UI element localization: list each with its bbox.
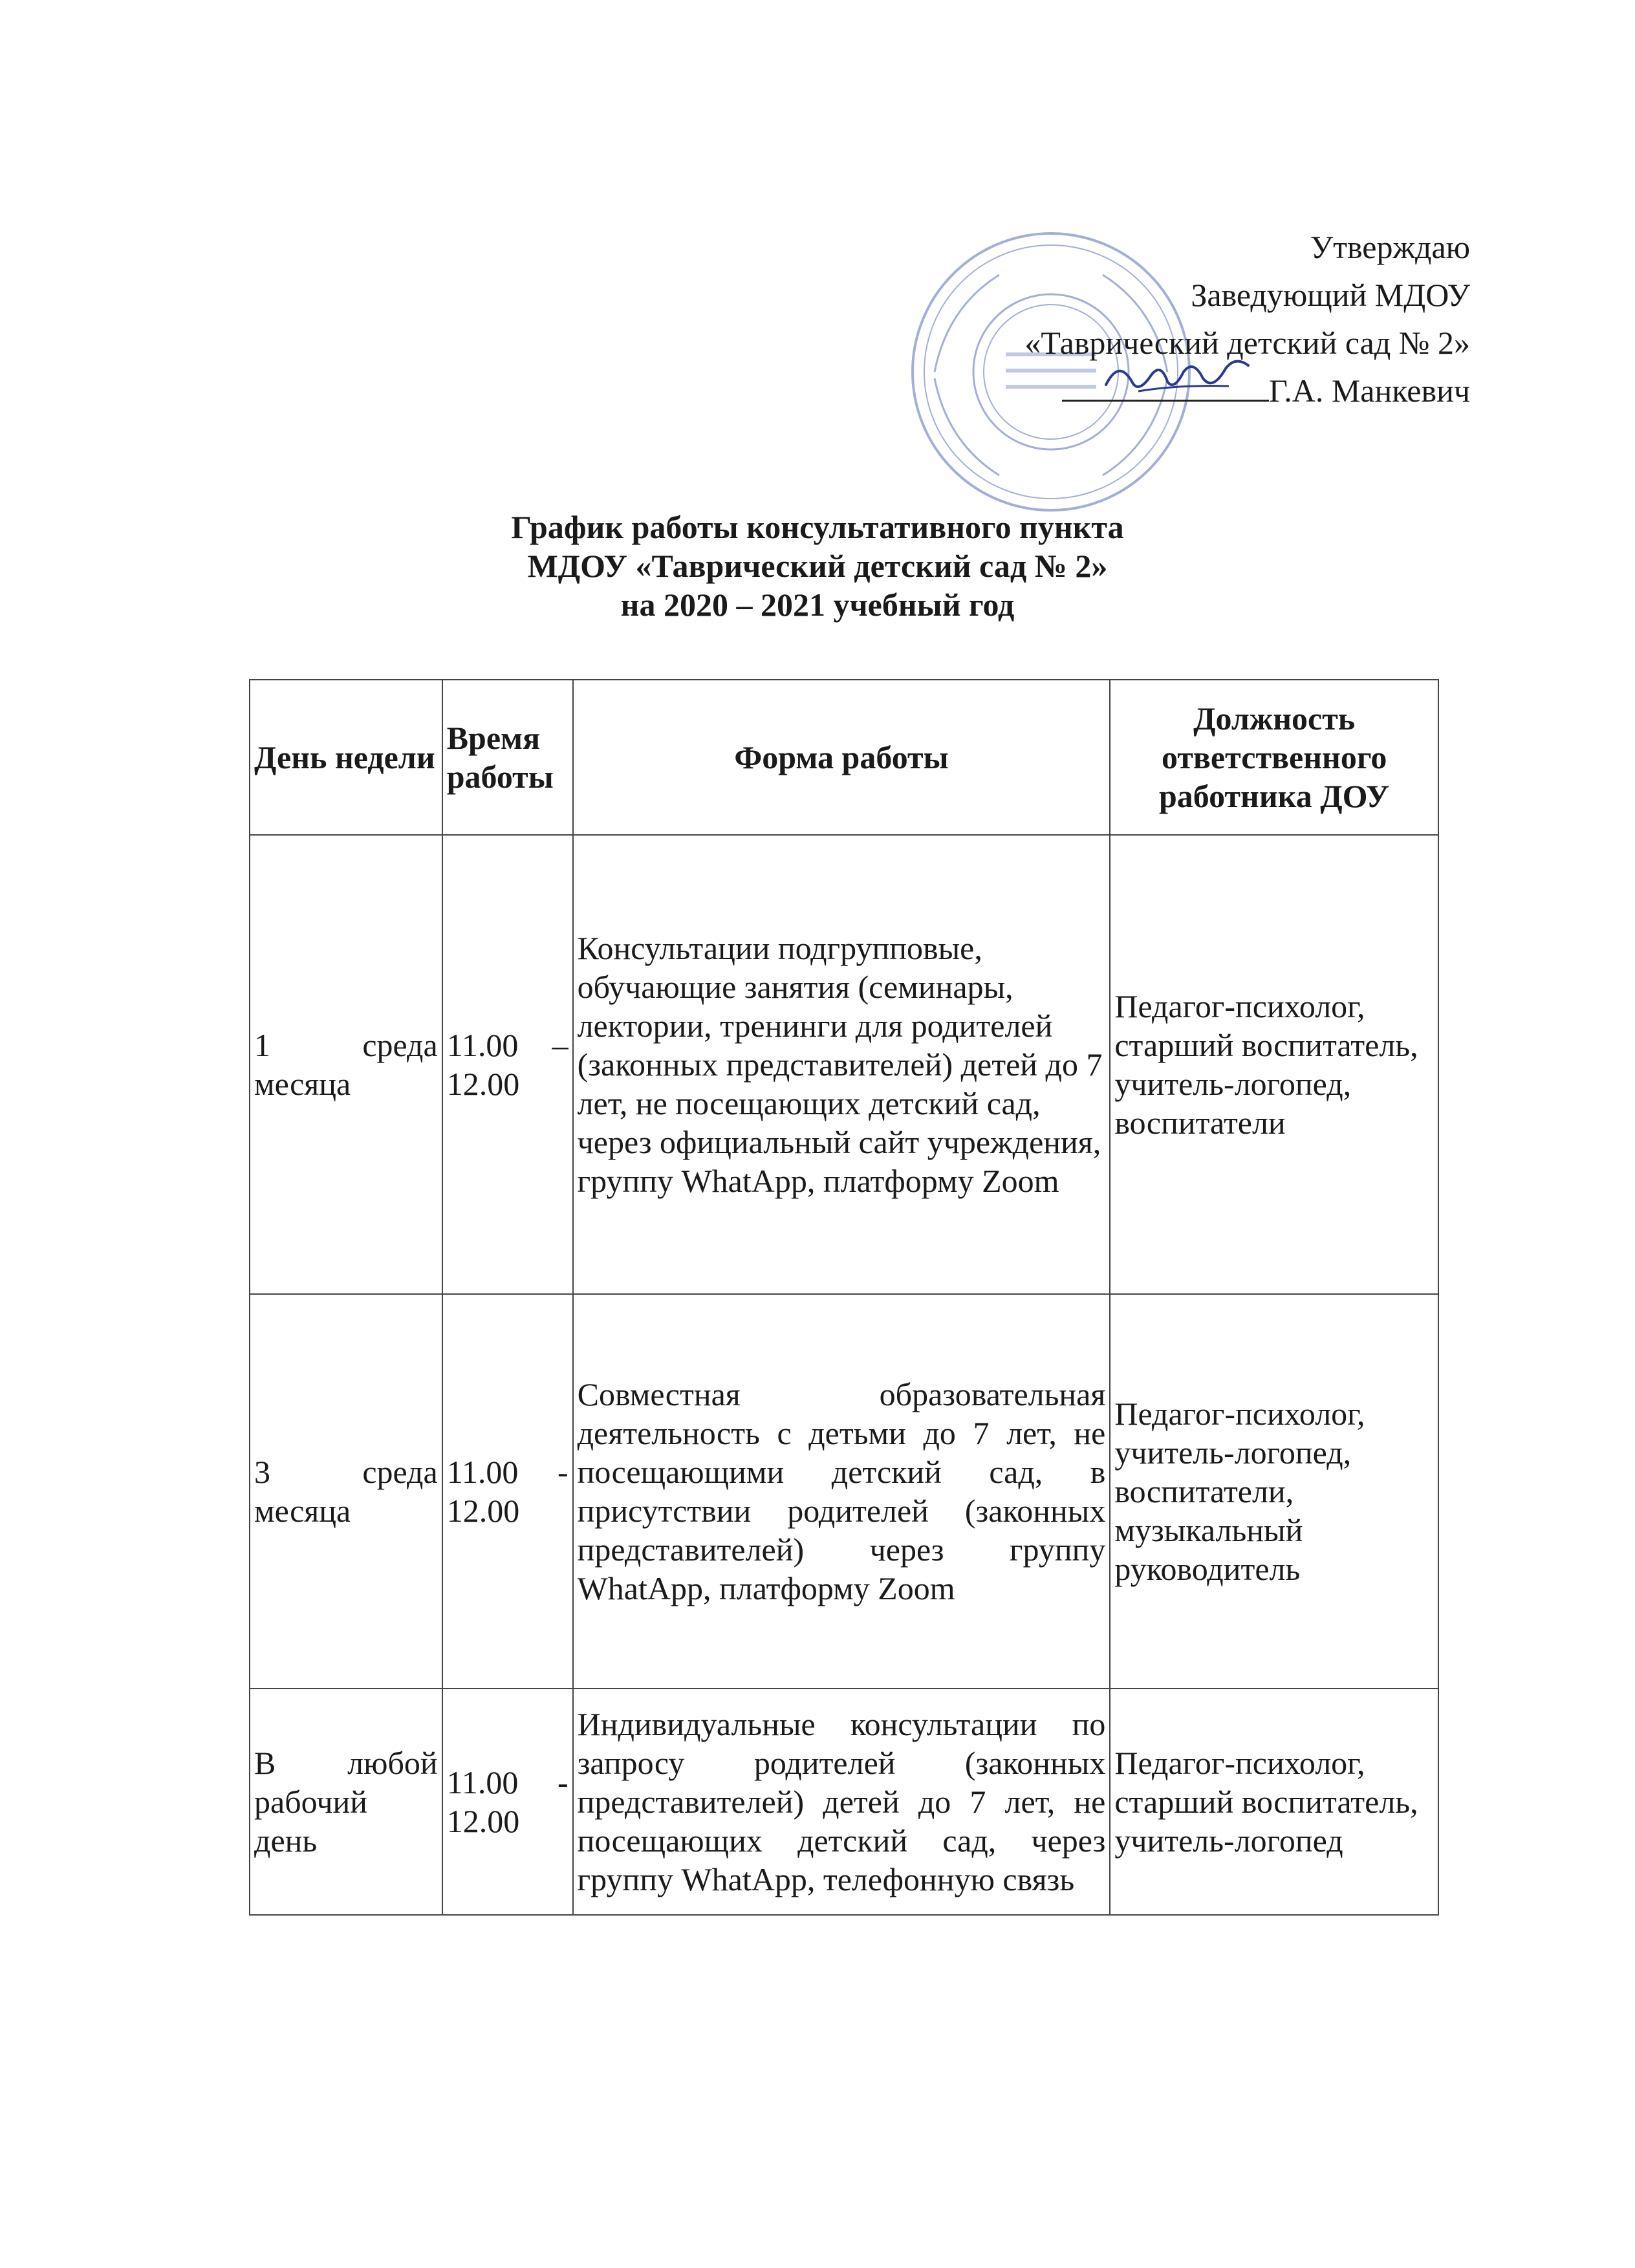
table-row xyxy=(250,835,1438,1294)
table-header-row xyxy=(250,680,1438,835)
table-row xyxy=(250,1294,1438,1689)
cell-time: 11.00 – 12.00 xyxy=(442,835,573,1294)
cell-form: Индивидуальные консультации по запросу родителей (законных представителей) детей до 7 лет, не посещающих детский сад, через группу WhatApp, телефонную связь xyxy=(573,1689,1110,1915)
cell-responsible: Педагог-психолог, учитель-логопед, воспитатели, музыкальный руководитель xyxy=(1110,1294,1438,1689)
approval-label: Утверждаю xyxy=(1310,229,1470,265)
cell-day: 1 среда месяца xyxy=(250,835,442,1294)
document-title xyxy=(0,508,1635,624)
cell-form: Совместная образовательная деятельность с детьми до 7 лет, не посещающими детский сад, в присутствии родителей (законных представителей) через группу WhatApp, платформу Zoom xyxy=(573,1294,1110,1689)
title-line-2: МДОУ «Таврический детский сад № 2» xyxy=(527,548,1108,584)
cell-day: 3 среда месяца xyxy=(250,1294,442,1689)
header-day: День недели xyxy=(250,680,442,835)
approval-signer-name: Г.А. Манкевич xyxy=(1268,373,1470,409)
approval-position: Заведующий МДОУ xyxy=(1191,277,1470,313)
cell-time: 11.00 - 12.00 xyxy=(442,1689,573,1915)
cell-day: В любой рабочий день xyxy=(250,1689,442,1915)
cell-form: Консультации подгрупповые, обучающие занятия (семинары, лектории, тренинги для родителей (законных представителей) детей до 7 лет, не посещающих детский сад, через официальный сайт учреждения, группу WhatApp, платформу Zoom xyxy=(573,835,1110,1294)
title-line-3: на 2020 – 2021 учебный год xyxy=(620,587,1015,623)
table-row xyxy=(250,1689,1438,1915)
header-form: Форма работы xyxy=(573,680,1110,835)
header-time: Время работы xyxy=(442,680,573,835)
approval-organization: «Таврический детский сад № 2» xyxy=(1024,325,1470,361)
cell-responsible: Педагог-психолог, старший воспитатель, учитель-логопед xyxy=(1110,1689,1438,1915)
header-responsible: Должность ответственного работника ДОУ xyxy=(1110,680,1438,835)
handwritten-signature xyxy=(1099,346,1255,404)
schedule-table xyxy=(249,679,1439,1916)
title-line-1: График работы консультативного пункта xyxy=(511,509,1124,545)
cell-responsible: Педагог-психолог, старший воспитатель, учитель-логопед, воспитатели xyxy=(1110,835,1438,1294)
cell-time: 11.00 - 12.00 xyxy=(442,1294,573,1689)
